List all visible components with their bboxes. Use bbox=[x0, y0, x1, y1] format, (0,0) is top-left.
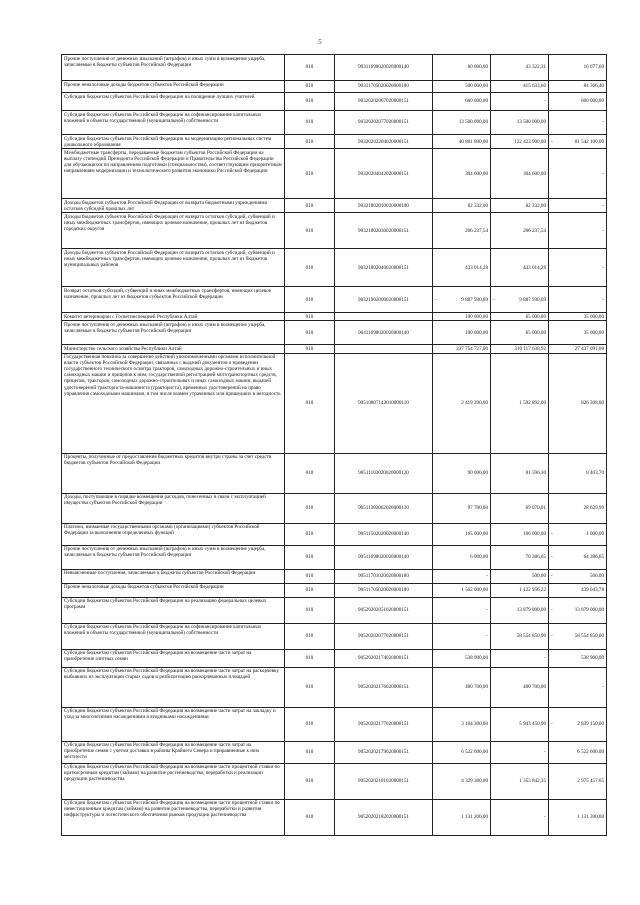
row-unexecuted-cell bbox=[549, 93, 607, 111]
table-row bbox=[62, 741, 607, 763]
table-row bbox=[62, 81, 607, 93]
row-approved-cell bbox=[433, 741, 491, 763]
cell-value: 64 386,65 bbox=[583, 554, 604, 561]
cell-value: 1 122 956,22 bbox=[519, 587, 546, 594]
row-approved-cell bbox=[433, 81, 491, 93]
cell-value: 97 700,00 bbox=[467, 505, 488, 512]
row-name-cell: Субсидии бюджетам субъектов Российской Федерации на софинансирование капитальных вложений в объекты государственной (муниципальной) собственности bbox=[62, 111, 285, 135]
cell-value: 16 677,69 bbox=[583, 64, 604, 71]
cell-value: - bbox=[602, 296, 604, 303]
row-approved-cell bbox=[433, 199, 491, 213]
row-kbk-cell: 90520202176020000151 bbox=[335, 667, 433, 707]
row-code-cell: 010 bbox=[285, 135, 335, 149]
cell-value: - bbox=[602, 202, 604, 209]
cell-value: 304 600,00 bbox=[523, 170, 546, 177]
row-executed-cell bbox=[491, 523, 549, 545]
table-row bbox=[62, 649, 607, 667]
table-row bbox=[62, 345, 607, 353]
row-executed-cell bbox=[491, 93, 549, 111]
minus-sign: - bbox=[551, 607, 553, 614]
cell-value: 60 000,00 bbox=[467, 64, 488, 71]
row-code-cell: 010 bbox=[285, 353, 335, 453]
cell-value: 13 500 000,00 bbox=[516, 119, 546, 126]
row-kbk-cell: 90511705020020000180 bbox=[335, 583, 433, 597]
row-code-cell: 010 bbox=[285, 569, 335, 583]
cell-value: 9 887 930,69 bbox=[461, 296, 488, 303]
row-kbk-cell: 90511502020020000140 bbox=[335, 523, 433, 545]
cell-value: 28 629,99 bbox=[583, 505, 604, 512]
cell-value: 1 131 200,00 bbox=[577, 814, 604, 821]
cell-value: - bbox=[602, 119, 604, 126]
row-kbk-cell: 90520202182020000151 bbox=[335, 799, 433, 835]
cell-value: 69 070,01 bbox=[525, 505, 546, 512]
row-approved-cell bbox=[433, 545, 491, 569]
table-row bbox=[62, 707, 607, 741]
row-approved-cell bbox=[433, 649, 491, 667]
row-code-cell: 010 bbox=[285, 649, 335, 667]
row-unexecuted-cell bbox=[549, 453, 607, 493]
row-unexecuted-cell bbox=[549, 799, 607, 835]
row-unexecuted-cell bbox=[549, 623, 607, 649]
row-unexecuted-cell bbox=[549, 345, 607, 353]
row-name-cell: Субсидии бюджетам субъектов Российской Федерации на возмещение части затрат на раскорчевку выбывших из эксплуатации старых садов и реабилитацию раскорчеванных площадей bbox=[62, 667, 285, 707]
row-approved-cell bbox=[433, 597, 491, 623]
row-unexecuted-cell bbox=[549, 493, 607, 523]
minus-sign: - bbox=[551, 633, 553, 640]
row-kbk-cell: 90320204042020000151 bbox=[335, 149, 433, 199]
table-row bbox=[62, 321, 607, 345]
row-executed-cell bbox=[491, 569, 549, 583]
row-unexecuted-cell bbox=[549, 199, 607, 213]
row-code-cell: 010 bbox=[285, 111, 335, 135]
cell-value: 2 975 457,65 bbox=[577, 778, 604, 785]
minus-sign: - bbox=[493, 296, 495, 303]
row-name-cell: Межбюджетные трансферты, передаваемые бюджетам субъектов Российской Федерации на выплату стипендий Президента Российской Федерации и Правительства Российской Федерации для обучающихся по направлениям подготовки (специальностям), соответствующим приоритетным направлениям модернизации и технологического развития экономики Российской Федерации bbox=[62, 149, 285, 199]
cell-value: 433 014,28 bbox=[465, 264, 488, 271]
row-executed-cell bbox=[491, 353, 549, 453]
row-unexecuted-cell bbox=[549, 667, 607, 707]
cell-value: 81 542 100,00 bbox=[574, 138, 604, 145]
cell-value: 500,00 bbox=[589, 573, 604, 580]
row-name-cell: Прочие неналоговые доходы бюджетов субъектов Российской Федерации bbox=[62, 81, 285, 93]
row-code-cell: 010 bbox=[285, 597, 335, 623]
table-row bbox=[62, 523, 607, 545]
row-kbk-cell bbox=[335, 313, 433, 321]
row-approved-cell bbox=[433, 493, 491, 523]
row-unexecuted-cell bbox=[549, 353, 607, 453]
table-row bbox=[62, 287, 607, 313]
row-code-cell: 010 bbox=[285, 249, 335, 287]
row-name-cell: Доходы бюджетов субъектов Российской Федерации от возврата бюджетными учреждениями остатков субсидий прошлых лет bbox=[62, 199, 285, 213]
cell-value: 1 592 892,00 bbox=[519, 400, 546, 407]
cell-value: - bbox=[602, 684, 604, 691]
cell-value: 1 353 842,35 bbox=[519, 778, 546, 785]
row-kbk-cell: 90311690020020000140 bbox=[335, 55, 433, 81]
cell-value: 90 000,00 bbox=[467, 470, 488, 477]
row-code-cell: 010 bbox=[285, 667, 335, 707]
table-row bbox=[62, 249, 607, 287]
row-code-cell: 010 bbox=[285, 213, 335, 249]
row-name-cell: Прочие поступления от денежных взысканий (штрафов) и иных сумм в возмещение ущерба, зачисляемые в бюджеты субъектов Российской Федерации bbox=[62, 321, 285, 345]
cell-value: - bbox=[602, 264, 604, 271]
cell-value: 400 700,00 bbox=[523, 684, 546, 691]
row-kbk-cell: 90320202204020000151 bbox=[335, 135, 433, 149]
minus-sign: - bbox=[551, 138, 553, 145]
row-name-cell: Министерство сельского хозяйства Республики Алтай bbox=[62, 345, 285, 353]
row-approved-cell bbox=[433, 453, 491, 493]
cell-value: 58 554 850,00 bbox=[516, 633, 546, 640]
row-unexecuted-cell bbox=[549, 583, 607, 597]
row-kbk-cell: 90320202077020000151 bbox=[335, 111, 433, 135]
row-code-cell: 010 bbox=[285, 763, 335, 799]
row-executed-cell bbox=[491, 597, 549, 623]
row-approved-cell bbox=[433, 249, 491, 287]
row-approved-cell bbox=[433, 583, 491, 597]
cell-value: 43 322,31 bbox=[525, 64, 546, 71]
table-row bbox=[62, 667, 607, 707]
row-unexecuted-cell bbox=[549, 111, 607, 135]
row-unexecuted-cell bbox=[549, 81, 607, 93]
cell-value: 1 000,00 bbox=[586, 531, 604, 538]
row-code-cell: 010 bbox=[285, 345, 335, 353]
row-unexecuted-cell bbox=[549, 597, 607, 623]
row-executed-cell bbox=[491, 213, 549, 249]
row-code-cell: 010 bbox=[285, 81, 335, 93]
row-code-cell: 010 bbox=[285, 707, 335, 741]
cell-value: 1 562 000,00 bbox=[461, 587, 488, 594]
row-kbk-cell: 90321802010020000180 bbox=[335, 199, 433, 213]
table-row bbox=[62, 493, 607, 523]
row-kbk-cell: 90511302062020000130 bbox=[335, 493, 433, 523]
row-approved-cell bbox=[433, 213, 491, 249]
row-name-cell: Субсидии бюджетам субъектов Российской Федерации на софинансирование капитальных вложений в объекты государственной (муниципальной) собственности bbox=[62, 623, 285, 649]
cell-value: 82 332,00 bbox=[467, 202, 488, 209]
cell-value: 826 308,00 bbox=[581, 400, 604, 407]
table-row bbox=[62, 453, 607, 493]
row-kbk-cell: 90510807142010000110 bbox=[335, 353, 433, 453]
row-name-cell: Прочие поступления от денежных взысканий (штрафов) и иных сумм в возмещение ущерба, зачисляемые в бюджеты субъектов Российской Федерации bbox=[62, 545, 285, 569]
cell-value: - bbox=[486, 607, 488, 614]
row-code-cell: 010 bbox=[285, 55, 335, 81]
row-kbk-cell: 90520202051020000151 bbox=[335, 597, 433, 623]
row-executed-cell bbox=[491, 249, 549, 287]
row-executed-cell bbox=[491, 111, 549, 135]
row-kbk-cell: 90520202177020000151 bbox=[335, 707, 433, 741]
row-executed-cell bbox=[491, 149, 549, 199]
cell-value: 337 754 727,00 bbox=[456, 345, 488, 352]
page-number: 5 bbox=[318, 38, 322, 46]
row-unexecuted-cell bbox=[549, 149, 607, 199]
row-executed-cell bbox=[491, 493, 549, 523]
row-executed-cell bbox=[491, 667, 549, 707]
minus-sign: - bbox=[551, 573, 553, 580]
row-code-cell: 010 bbox=[285, 453, 335, 493]
row-unexecuted-cell bbox=[549, 523, 607, 545]
row-approved-cell bbox=[433, 135, 491, 149]
cell-value: 65 000,00 bbox=[525, 313, 546, 320]
cell-value: 6 522 600,00 bbox=[461, 749, 488, 756]
row-approved-cell bbox=[433, 321, 491, 345]
cell-value: 58 554 850,00 bbox=[574, 633, 604, 640]
row-kbk-cell: 90320202067020000151 bbox=[335, 93, 433, 111]
row-approved-cell bbox=[433, 763, 491, 799]
table-row bbox=[62, 93, 607, 111]
row-approved-cell bbox=[433, 111, 491, 135]
row-executed-cell bbox=[491, 81, 549, 93]
row-approved-cell bbox=[433, 93, 491, 111]
cell-value: - bbox=[602, 170, 604, 177]
cell-value: 35 000,00 bbox=[583, 329, 604, 336]
row-kbk-cell: 90321802030020000151 bbox=[335, 213, 433, 249]
table-row bbox=[62, 353, 607, 453]
cell-value: 600 000,00 bbox=[581, 98, 604, 105]
row-name-cell: Невыясненные поступления, зачисляемые в бюджеты субъектов Российской Федерации bbox=[62, 569, 285, 583]
row-code-cell: 010 bbox=[285, 313, 335, 321]
row-kbk-cell: 90511103020020000120 bbox=[335, 453, 433, 493]
cell-value: 13 879 000,00 bbox=[574, 607, 604, 614]
row-executed-cell bbox=[491, 583, 549, 597]
cell-value: 165 000,00 bbox=[465, 531, 488, 538]
row-unexecuted-cell bbox=[549, 249, 607, 287]
row-name-cell: Субсидии бюджетам субъектов Российской Федерации на поощрение лучших учителей bbox=[62, 93, 285, 111]
cell-value: 65 000,00 bbox=[525, 329, 546, 336]
row-code-cell: 010 bbox=[285, 493, 335, 523]
cell-value: - bbox=[544, 655, 546, 662]
row-approved-cell bbox=[433, 667, 491, 707]
cell-value: 35 000,00 bbox=[583, 313, 604, 320]
cell-value: 8 403,70 bbox=[586, 470, 604, 477]
row-code-cell: 010 bbox=[285, 321, 335, 345]
row-unexecuted-cell bbox=[549, 545, 607, 569]
row-code-cell: 010 bbox=[285, 199, 335, 213]
row-unexecuted-cell bbox=[549, 55, 607, 81]
row-unexecuted-cell bbox=[549, 213, 607, 249]
table-row bbox=[62, 55, 607, 81]
row-code-cell: 010 bbox=[285, 149, 335, 199]
minus-sign: - bbox=[435, 296, 437, 303]
cell-value: 500 000,00 bbox=[465, 83, 488, 90]
row-unexecuted-cell bbox=[549, 741, 607, 763]
cell-value: 538 900,00 bbox=[465, 655, 488, 662]
row-name-cell: Платежи, взимаемые государственными органами (организациями) субъектов Российской Федерации за выполнение определенных функций bbox=[62, 523, 285, 545]
row-kbk-cell: 90411690020020000140 bbox=[335, 321, 433, 345]
row-executed-cell bbox=[491, 321, 549, 345]
row-name-cell: Государственная пошлина за совершение действий уполномоченными органами исполнительной власти субъектов Российской Федерации, связанных с выдачей документов о проведении государственного технического осмотра тракторов, самоходных дорожно-строительных и иных самоходных машин и прицепов к ним, государственной регистрацией мототранспортных средств, прицепов, тракторов, самоходных дорожно-строительных и иных самоходных машин, выдачей удостоверений тракториста-машиниста (тракториста), временных удостоверений на право управления самоходными машинами, в том числе взамен утраченных или пришедших в негодность bbox=[62, 353, 285, 453]
row-approved-cell bbox=[433, 287, 491, 313]
row-kbk-cell bbox=[335, 345, 433, 353]
cell-value: 538 900,00 bbox=[581, 655, 604, 662]
cell-value: 400 700,00 bbox=[465, 684, 488, 691]
row-unexecuted-cell bbox=[549, 135, 607, 149]
row-code-cell: 010 bbox=[285, 287, 335, 313]
row-unexecuted-cell bbox=[549, 313, 607, 321]
cell-value: - bbox=[544, 98, 546, 105]
row-name-cell: Доходы бюджетов субъектов Российской Федерации от возврата остатков субсидий, субвенций и иных межбюджетных трансфертов, имеющих целевое назначение, прошлых лет из бюджетов городских округов bbox=[62, 213, 285, 249]
row-name-cell: Возврат остатков субсидий, субвенций и иных межбюджетных трансфертов, имеющих целевое назначение, прошлых лет из бюджетов субъектов Российской Федерации bbox=[62, 287, 285, 313]
cell-value: 82 332,00 bbox=[525, 202, 546, 209]
row-name-cell: Комитет ветеринарии с Госветинспекцией Республики Алтай bbox=[62, 313, 285, 321]
row-kbk-cell: 90520202077020000151 bbox=[335, 623, 433, 649]
row-approved-cell bbox=[433, 623, 491, 649]
row-approved-cell bbox=[433, 55, 491, 81]
row-approved-cell bbox=[433, 149, 491, 199]
row-unexecuted-cell bbox=[549, 649, 607, 667]
cell-value: 40 881 800,00 bbox=[458, 138, 488, 145]
row-name-cell: Проценты, полученные от предоставления бюджетных кредитов внутри страны за счет средств бюджетов субъектов Российской Федерации bbox=[62, 453, 285, 493]
cell-value: 600 000,00 bbox=[465, 98, 488, 105]
table-row bbox=[62, 135, 607, 149]
cell-value: 84 366,40 bbox=[583, 83, 604, 90]
row-kbk-cell: 90321902000020000151 bbox=[335, 287, 433, 313]
cell-value: 27 437 091,08 bbox=[574, 345, 604, 352]
row-kbk-cell: 90321802040020000151 bbox=[335, 249, 433, 287]
row-unexecuted-cell bbox=[549, 287, 607, 313]
table-row bbox=[62, 213, 607, 249]
row-executed-cell bbox=[491, 649, 549, 667]
row-unexecuted-cell bbox=[549, 569, 607, 583]
row-name-cell: Доходы, поступающие в порядке возмещения расходов, понесенных в связи с эксплуатацией имущества субъектов Российской Федерации bbox=[62, 493, 285, 523]
cell-value: - bbox=[602, 227, 604, 234]
row-approved-cell bbox=[433, 799, 491, 835]
cell-value: 500,00 bbox=[531, 573, 546, 580]
cell-value: 304 600,00 bbox=[465, 170, 488, 177]
row-approved-cell bbox=[433, 345, 491, 353]
cell-value: - bbox=[544, 814, 546, 821]
row-approved-cell bbox=[433, 353, 491, 453]
cell-value: 13 879 000,00 bbox=[516, 607, 546, 614]
table-row bbox=[62, 545, 607, 569]
row-executed-cell bbox=[491, 453, 549, 493]
row-code-cell: 010 bbox=[285, 623, 335, 649]
cell-value: 310 117 638,92 bbox=[514, 345, 546, 352]
cell-value: 206 237,54 bbox=[465, 227, 488, 234]
row-unexecuted-cell bbox=[549, 763, 607, 799]
row-executed-cell bbox=[491, 799, 549, 835]
cell-value: 6 522 600,00 bbox=[577, 749, 604, 756]
row-executed-cell bbox=[491, 345, 549, 353]
table-row bbox=[62, 799, 607, 835]
cell-value: 70 386,65 bbox=[525, 554, 546, 561]
cell-value: 5 943 450,00 bbox=[519, 721, 546, 728]
row-approved-cell bbox=[433, 569, 491, 583]
row-executed-cell bbox=[491, 199, 549, 213]
cell-value: 415 633,60 bbox=[523, 83, 546, 90]
row-name-cell: Субсидии бюджетам субъектов Российской Федерации на реализацию федеральных целевых программ bbox=[62, 597, 285, 623]
table-row bbox=[62, 583, 607, 597]
table-row bbox=[62, 597, 607, 623]
cell-value: 13 500 000,00 bbox=[458, 119, 488, 126]
minus-sign: - bbox=[551, 721, 553, 728]
row-code-cell: 010 bbox=[285, 545, 335, 569]
row-executed-cell bbox=[491, 623, 549, 649]
row-approved-cell bbox=[433, 313, 491, 321]
row-kbk-cell: 90520202179020000151 bbox=[335, 741, 433, 763]
minus-sign: - bbox=[551, 554, 553, 561]
table-row bbox=[62, 199, 607, 213]
row-kbk-cell: 90520202174020000151 bbox=[335, 649, 433, 667]
row-executed-cell bbox=[491, 135, 549, 149]
row-code-cell: 010 bbox=[285, 583, 335, 597]
cell-value: 9 887 930,69 bbox=[519, 296, 546, 303]
table-row bbox=[62, 569, 607, 583]
table-row bbox=[62, 149, 607, 199]
row-kbk-cell: 90511701020020000180 bbox=[335, 569, 433, 583]
row-unexecuted-cell bbox=[549, 707, 607, 741]
table-row bbox=[62, 313, 607, 321]
row-executed-cell bbox=[491, 287, 549, 313]
cell-value: - bbox=[544, 749, 546, 756]
row-unexecuted-cell bbox=[549, 321, 607, 345]
row-code-cell: 010 bbox=[285, 523, 335, 545]
row-name-cell: Субсидии бюджетам субъектов Российской Федерации на возмещение части процентной ставки по краткосрочным кредитам (займам) на развитие растениеводства, переработки и реализации продукции растениеводства bbox=[62, 763, 285, 799]
row-executed-cell bbox=[491, 707, 549, 741]
table-row bbox=[62, 623, 607, 649]
cell-value: 1 131 200,00 bbox=[461, 814, 488, 821]
row-code-cell: 010 bbox=[285, 799, 335, 835]
income-table bbox=[61, 54, 607, 836]
cell-value: 4 329 300,00 bbox=[461, 778, 488, 785]
cell-value: - bbox=[486, 573, 488, 580]
cell-value: 6 000,00 bbox=[470, 554, 488, 561]
cell-value: 122 423 900,00 bbox=[514, 138, 546, 145]
row-executed-cell bbox=[491, 763, 549, 799]
cell-value: 100 000,00 bbox=[465, 329, 488, 336]
row-name-cell: Субсидии бюджетам субъектов Российской Федерации на возмещение части затрат на приобретение элитных семян bbox=[62, 649, 285, 667]
row-kbk-cell: 90511690020020000140 bbox=[335, 545, 433, 569]
cell-value: 433 014,28 bbox=[523, 264, 546, 271]
row-name-cell: Прочие неналоговые доходы бюджетов субъектов Российской Федерации bbox=[62, 583, 285, 597]
row-code-cell: 010 bbox=[285, 741, 335, 763]
row-name-cell: Субсидии бюджетам субъектов Российской Федерации на возмещение части затрат на приобретение семян с учетом доставки в районы Крайнего Севера и приравненные к ним местности bbox=[62, 741, 285, 763]
row-name-cell: Субсидии бюджетам субъектов Российской Федерации на возмещение части затрат на закладку и уход за многолетними насаждениями и ягодниками насаждениями bbox=[62, 707, 285, 741]
row-executed-cell bbox=[491, 545, 549, 569]
minus-sign: - bbox=[551, 531, 553, 538]
row-code-cell: 010 bbox=[285, 93, 335, 111]
row-approved-cell bbox=[433, 523, 491, 545]
row-kbk-cell: 90311705020020000180 bbox=[335, 81, 433, 93]
row-executed-cell bbox=[491, 313, 549, 321]
row-executed-cell bbox=[491, 741, 549, 763]
cell-value: 81 596,30 bbox=[525, 470, 546, 477]
cell-value: 100 000,00 bbox=[465, 313, 488, 320]
row-name-cell: Субсидии бюджетам субъектов Российской Федерации на возмещение части процентной ставки по инвестиционным кредитам (займам) на развитие растениеводства, переработки и развития инфраструктуры и логистического обеспечения рынков продукции растениеводства bbox=[62, 799, 285, 835]
cell-value: 439 043,78 bbox=[581, 587, 604, 594]
table-row bbox=[62, 111, 607, 135]
row-kbk-cell: 90520202181020000151 bbox=[335, 763, 433, 799]
cell-value: 3 104 300,00 bbox=[461, 721, 488, 728]
cell-value: 166 000,00 bbox=[523, 531, 546, 538]
cell-value: 2 419 200,00 bbox=[461, 400, 488, 407]
row-executed-cell bbox=[491, 55, 549, 81]
row-name-cell: Доходы бюджетов субъектов Российской Федерации от возврата остатков субсидий, субвенций и иных межбюджетных трансфертов, имеющих целевое назначение, прошлых лет из бюджетов муниципальных районов bbox=[62, 249, 285, 287]
table-row bbox=[62, 763, 607, 799]
row-name-cell: Прочие поступления от денежных взысканий (штрафов) и иных сумм в возмещение ущерба, зачисляемые в бюджеты субъектов Российской Федерации bbox=[62, 55, 285, 81]
row-name-cell: Субсидии бюджетам субъектов Российской Федерации на модернизацию региональных систем дошкольного образования bbox=[62, 135, 285, 149]
cell-value: 2 839 150,00 bbox=[577, 721, 604, 728]
row-approved-cell bbox=[433, 707, 491, 741]
cell-value: 206 237,54 bbox=[523, 227, 546, 234]
cell-value: - bbox=[486, 633, 488, 640]
